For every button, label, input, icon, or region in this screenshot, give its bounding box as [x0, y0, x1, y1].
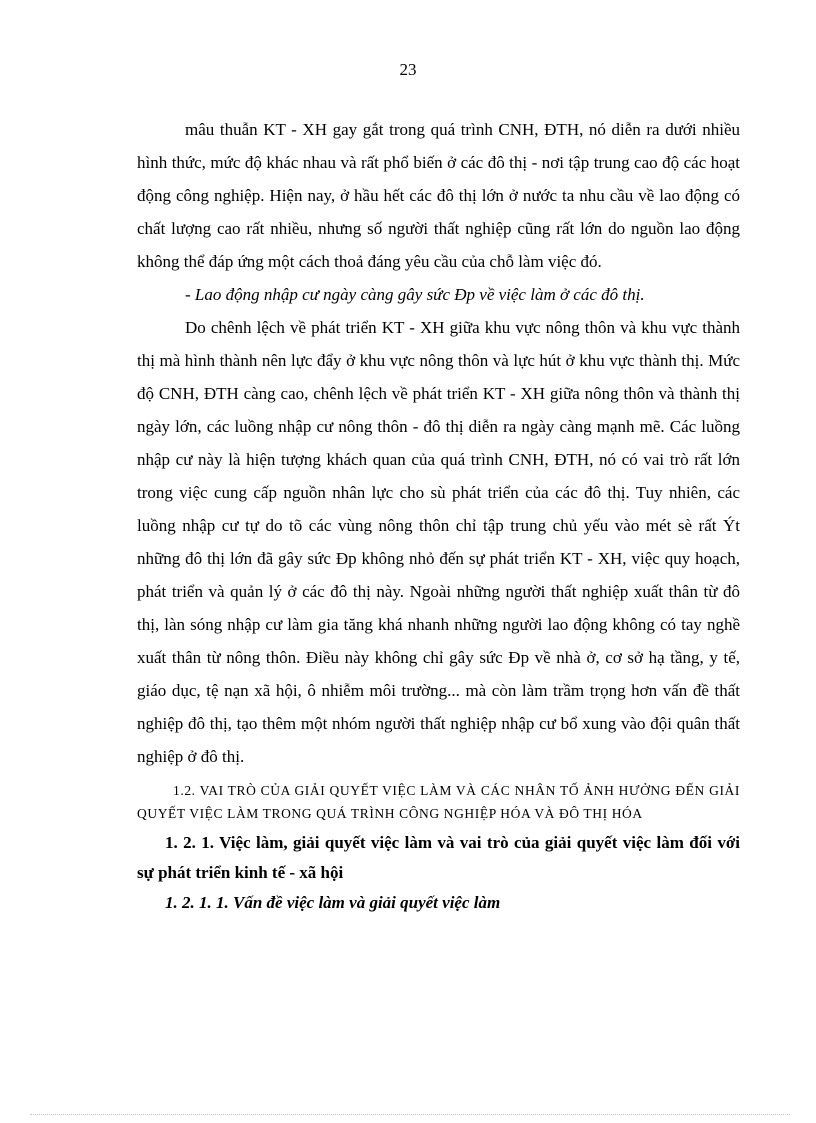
paragraph-3: Do chênh lệch về phát triển KT - XH giữa khu vực nông thôn và khu vực thành thị mà hình thành nên lực đẩy ở khu vực nông thôn và lực hút ở khu vực thành thị. Mức độ CNH, ĐTH càng cao, chênh lệch về phát triển KT - XH giữa nông thôn và thành thị ngày lớn, các luồng nhập cư nông thôn - đô thị diễn ra ngày càng mạnh mẽ. Các luồng nhập cư này là hiện tượng khách quan của quá trình CNH, ĐTH, nó có vai trò rất lớn trong việc cung cấp nguồn nhân lực cho sù phát triển của các đô thị. Tuy nhiên, các luồng nhập cư tự do tõ các vùng nông thôn chỉ tập trung chủ yếu vào mét sè rất Ýt những đô thị lớn đã gây sức Ðp không nhỏ đến sự phát triển KT - XH, việc quy hoạch, phát triển và quản lý ở các đô thị này. Ngoài những người thất nghiệp xuất thân từ đô thị, làn sóng nhập cư làm gia tăng khá nhanh những người lao động không có tay nghề xuất thân từ nông thôn. Điều này không chỉ gây sức Ðp về nhà ở, cơ sở hạ tầng, y tế, giáo dục, tệ nạn xã hội, ô nhiễm môi trường... mà còn làm trầm trọng hơn vấn đề thất nghiệp đô thị, tạo thêm một nhóm người thất nghiệp nhập cư bổ xung vào đội quân thất nghiệp ở đô thị.	[137, 318, 740, 766]
paragraph-1: mâu thuẫn KT - XH gay gắt trong quá trình CNH, ĐTH, nó diễn ra dưới nhiều hình thức, mức độ khác nhau và rất phổ biến ở các đô thị - nơi tập trung cao độ các hoạt động công nghiệp. Hiện nay, ở hầu hết các đô thị lớn ở nước ta nhu cầu về lao động có chất lượng cao rất nhiều, nhưng số người thất nghiệp cũng rất lớn do nguồn lao động không thể đáp ứng một cách thoả đáng yêu cầu của chỗ làm việc đó.	[137, 120, 740, 271]
paragraph-2-italic-point: - Lao động nhập cư ngày càng gây sức Ðp về việc làm ở các đô thị.	[185, 285, 645, 304]
page-number: 23	[399, 60, 417, 79]
page-bottom-divider	[30, 1114, 790, 1115]
subsection-heading: 1. 2. 1. Việc làm, giải quyết việc làm và vai trò của giải quyết việc làm đối với sự phát triển kinh tế - xã hội	[137, 833, 740, 882]
document-body	[137, 113, 740, 918]
section-heading: 1.2. VAI TRÒ CỦA GIẢI QUYẾT VIỆC LÀM VÀ CÁC NHÂN TỐ ẢNH HƯỞNG ĐẾN GIẢI QUYẾT VIỆC LÀM TRONG QUÁ TRÌNH CÔNG NGHIỆP HÓA VÀ ĐÔ THỊ HÓA	[137, 783, 740, 821]
subsubsection-heading: 1. 2. 1. 1. Vấn đề việc làm và giải quyết việc làm	[165, 893, 501, 912]
